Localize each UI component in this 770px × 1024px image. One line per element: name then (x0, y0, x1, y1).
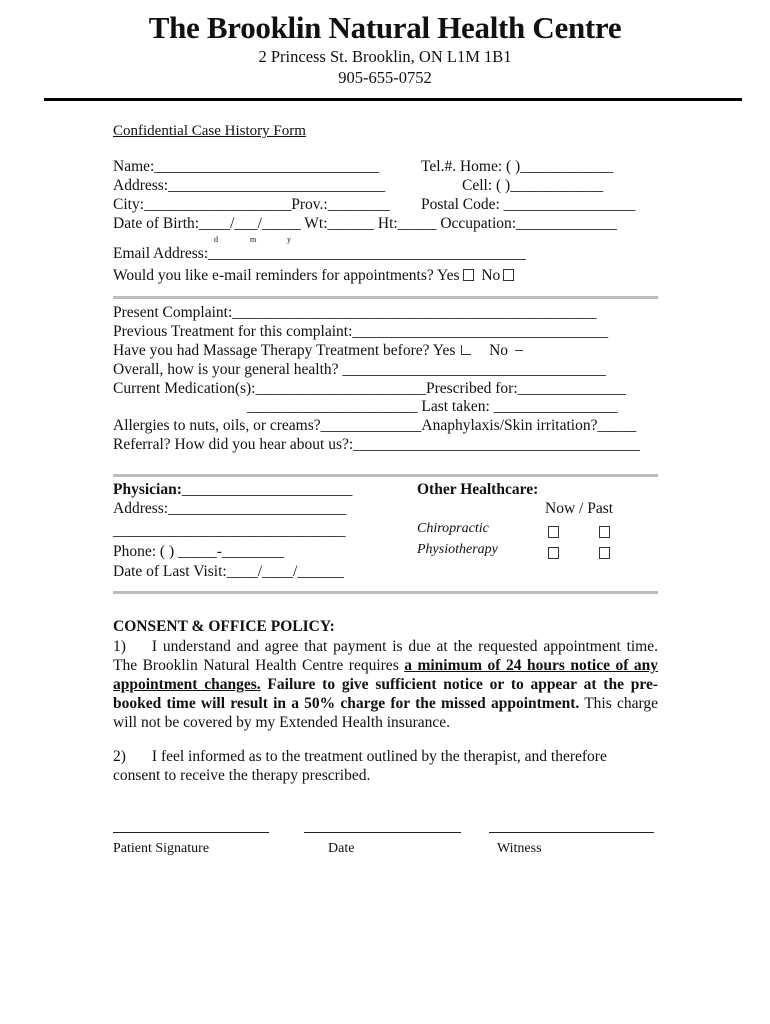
address-field[interactable]: Address:____________________________ (113, 177, 386, 194)
previous-treatment-field[interactable]: Previous Treatment for this complaint:_________________________________ (113, 323, 609, 340)
email-field[interactable]: Email Address:_________________________________________ (113, 245, 526, 262)
reminders-label: Would you like e-mail reminders for appointments? Yes (113, 267, 460, 284)
now-past-header: Now / Past (545, 500, 614, 517)
last-taken-field[interactable]: ______________________ Last taken: ________________ (247, 398, 618, 415)
clinic-phone: 905-655-0752 (338, 68, 432, 87)
section-divider-1 (113, 296, 658, 299)
reminders-question (113, 267, 514, 285)
massage-no-checkbox[interactable] (515, 350, 523, 351)
home-phone-field[interactable]: Tel.#. Home: ( )____________ (421, 158, 614, 175)
physiotherapy-now-checkbox[interactable] (548, 545, 559, 563)
reminders-no-label: No (481, 267, 501, 284)
chiropractic-now-checkbox[interactable] (548, 524, 559, 542)
other-healthcare-label: Other Healthcare: (417, 481, 539, 498)
section-divider-3 (113, 591, 658, 594)
general-health-field[interactable]: Overall, how is your general health? __________________________________ (113, 361, 606, 378)
medication-field[interactable]: Current Medication(s):______________________Prescribed for:______________ (113, 380, 627, 397)
chiropractic-past-checkbox[interactable] (599, 524, 610, 542)
massage-yes-checkbox[interactable] (461, 345, 471, 355)
chiropractic-label: Chiropractic (417, 521, 489, 536)
physician-phone-field[interactable]: Phone: ( ) _____-________ (113, 543, 284, 560)
witness-label: Witness (497, 841, 542, 856)
physician-label: Physician: (113, 481, 182, 498)
reminders-no-checkbox[interactable] (503, 269, 514, 281)
postal-code-field[interactable]: Postal Code: _________________ (421, 196, 636, 213)
date-label: Date (328, 841, 355, 856)
allergies-field[interactable]: Allergies to nuts, oils, or creams?_____________Anaphylaxis/Skin irritation?_____ (113, 417, 637, 434)
patient-signature-label: Patient Signature (113, 841, 210, 856)
massage-question (113, 342, 523, 360)
consent-p2-text: I feel informed as to the treatment outlined by the therapist, and therefore consent to receive the therapy prescribed. (113, 748, 607, 784)
massage-no-label: No (489, 342, 509, 359)
dob-year-hint: y (287, 235, 291, 244)
witness-signature-line[interactable] (489, 832, 654, 833)
physician-address-field[interactable]: Address:_______________________ (113, 500, 347, 517)
patient-signature-line[interactable] (113, 832, 269, 833)
dob-weight-height-occupation-field[interactable]: Date of Birth:____/___/_____ Wt:______ Ht:_____ Occupation:_____________ (113, 215, 617, 232)
dob-month-hint: m (250, 235, 257, 244)
city-prov-field[interactable]: City:___________________Prov.:________ (113, 196, 390, 213)
consent-p2-number: 2) (113, 748, 126, 765)
physiotherapy-label: Physiotherapy (417, 542, 498, 557)
physician-address-line2[interactable]: ______________________________ (113, 522, 346, 539)
date-signature-line[interactable] (304, 832, 461, 833)
physician-line: ______________________ (181, 481, 353, 498)
physician-field[interactable] (113, 481, 352, 499)
reminders-yes-checkbox[interactable] (463, 269, 474, 281)
massage-label: Have you had Massage Therapy Treatment before? Yes (113, 342, 456, 359)
referral-field[interactable]: Referral? How did you hear about us?:_____________________________________ (113, 436, 640, 453)
clinic-title: The Brooklin Natural Health Centre (148, 10, 622, 45)
clinic-address: 2 Princess St. Brooklin, ON L1M 1B1 (258, 47, 512, 66)
consent-p1-penalty: Failure to give sufficient notice or to appear at the pre-booked time will result in a 50% charge for the missed appointment. (113, 676, 659, 712)
consent-paragraph-1 (113, 637, 658, 732)
last-visit-field[interactable]: Date of Last Visit:____/____/______ (113, 563, 344, 580)
consent-paragraph-2 (113, 747, 658, 785)
dob-day-hint: d (214, 235, 218, 244)
form-title: Confidential Case History Form (113, 123, 306, 139)
consent-p1-notice: a minimum of 24 hours notice of any appointment changes. (113, 657, 658, 693)
present-complaint-field[interactable]: Present Complaint:_______________________________________________ (113, 304, 597, 321)
cell-phone-field[interactable]: Cell: ( )____________ (462, 177, 604, 194)
name-field[interactable]: Name:_____________________________ (113, 158, 380, 175)
consent-p1-text-c: This charge will not be covered by my Extended Health insurance. (113, 695, 658, 731)
consent-heading: CONSENT & OFFICE POLICY: (113, 618, 335, 635)
consent-p1-number: 1) (113, 638, 126, 655)
section-divider-2 (113, 474, 658, 477)
physiotherapy-past-checkbox[interactable] (599, 545, 610, 563)
header-divider (44, 98, 742, 101)
consent-p1-text-a: I understand and agree that payment is due at the requested appointment time. The Brooklin Natural Health Centre requires (113, 638, 658, 674)
